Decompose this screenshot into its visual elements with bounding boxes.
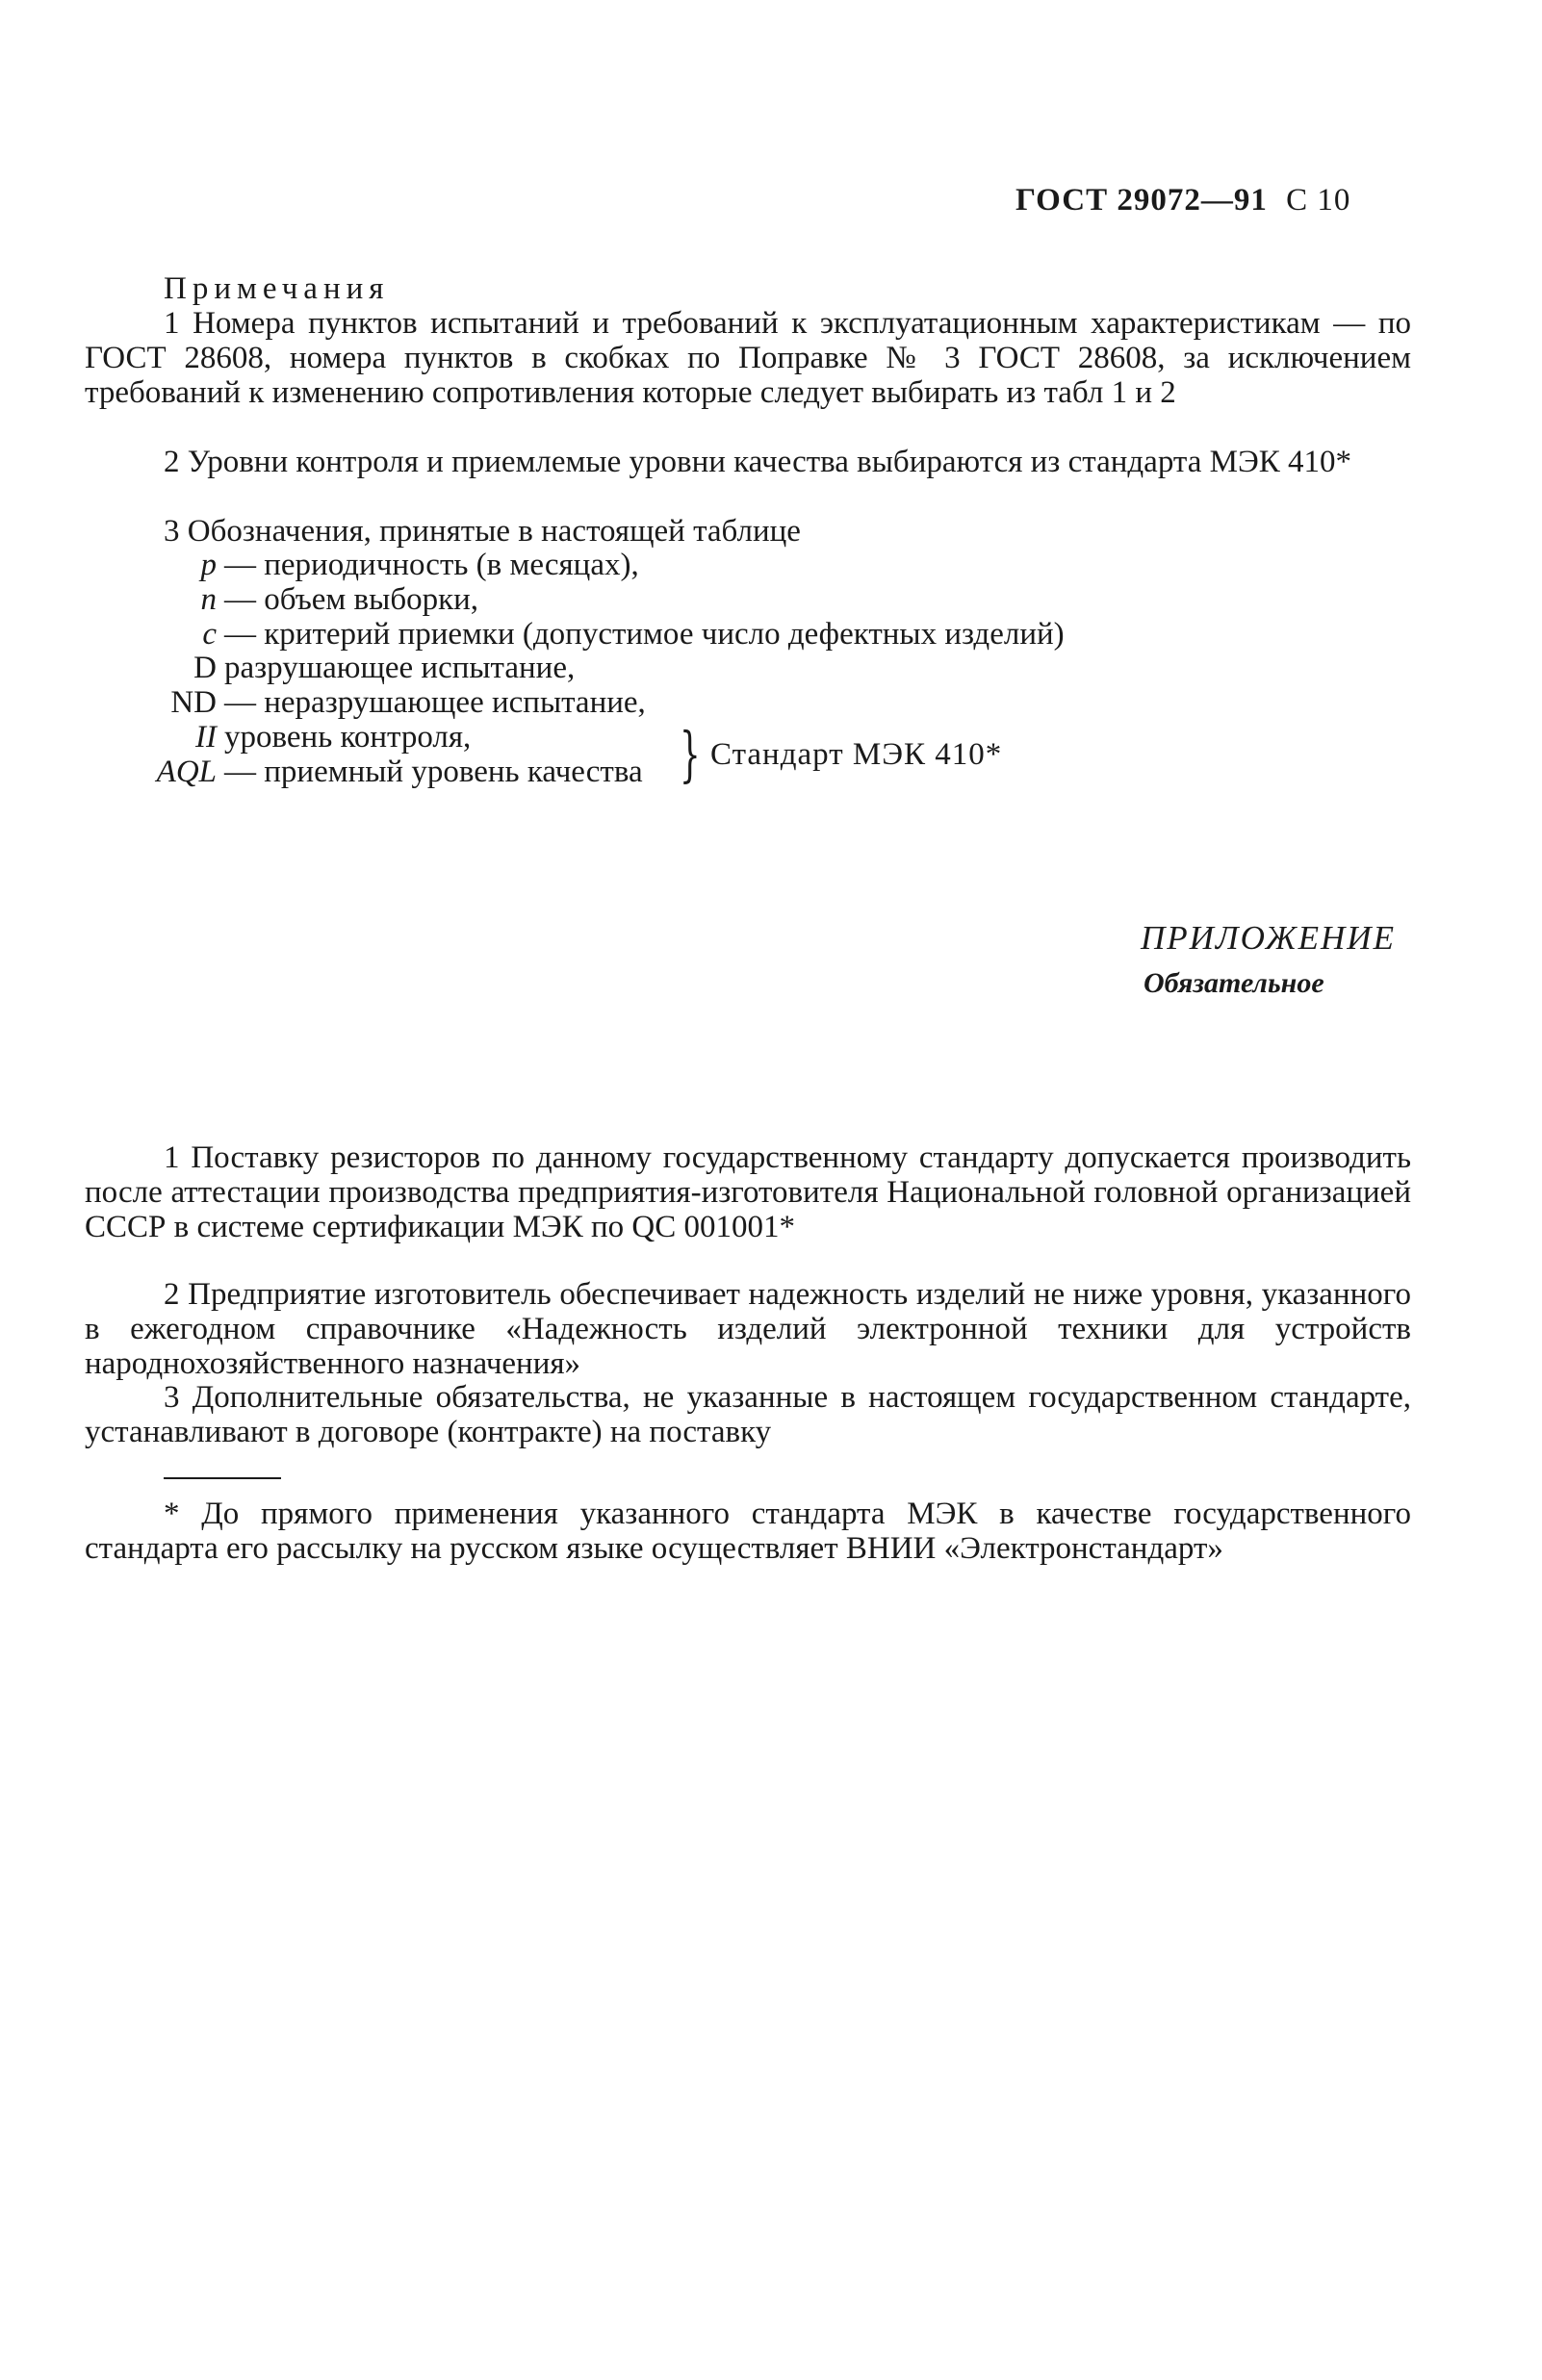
definition-symbol: ND	[170, 685, 217, 721]
definitions-list	[85, 549, 1413, 790]
definition-text: — неразрушающее испытание,	[224, 685, 646, 721]
note-2-text: 2 Уровни контроля и приемлемые уровни качества выбираются из стандарта МЭК 410*	[164, 445, 1351, 479]
note-1-text: 1 Номера пунктов испытаний и требований к эксплуатационным характеристикам — по ГОСТ 28608, номера пунктов в скобках по Поправке № 3 ГОСТ 28608, за исключением требований к изменению сопротивления которые следует выбирать из табл 1 и 2	[85, 306, 1411, 410]
iec-standard-label: Стандарт МЭК 410*	[710, 736, 1003, 772]
definition-symbol: p	[200, 548, 217, 582]
definition-row	[85, 652, 1413, 686]
definition-text: — приемный уровень качества	[224, 754, 643, 789]
page-number: С 10	[1286, 183, 1351, 218]
note-2	[85, 445, 1411, 479]
definition-symbol: AQL	[156, 754, 217, 789]
footnote-text: * До прямого применения указанного стандарта МЭК в качестве государственного стандарта его рассылку на русском языке осуществляет ВНИИ «Электронстандарт»	[85, 1497, 1411, 1566]
appendix-item-1-text: 1 Поставку резисторов по данному государственному стандарту допускается производить после аттестации производства предприятия-изготовителя Национальной головной организацией СССР в системе сертификации МЭК по QC 001001*	[85, 1140, 1411, 1244]
notes-title: Примечания	[164, 271, 390, 306]
iec-standard-group	[85, 718, 1413, 790]
note-1	[85, 306, 1411, 410]
note-3-text: 3 Обозначения, принятые в настоящей таблице	[164, 514, 801, 549]
definition-symbol: II	[195, 719, 217, 755]
footnote	[85, 1497, 1411, 1566]
appendix-item-3	[85, 1380, 1411, 1449]
standard-number: ГОСТ 29072—91	[1015, 183, 1268, 218]
footnote-divider	[164, 1477, 281, 1479]
appendix-item-2-text: 2 Предприятие изготовитель обеспечивает надежность изделий не ниже уровня, указанного в ежегодном справочнике «Надежность изделий электронной техники для устройств народнохозяйственного назначения»	[85, 1277, 1411, 1381]
right-brace-icon: }	[680, 718, 701, 789]
appendix-item-2	[85, 1277, 1411, 1381]
appendix-item-1	[85, 1140, 1411, 1244]
definition-text: — периодичность (в месяцах),	[224, 548, 639, 582]
definition-row	[85, 583, 1413, 618]
definition-row	[85, 618, 1413, 653]
appendix-title: ПРИЛОЖЕНИЕ	[1141, 919, 1396, 957]
note-3	[85, 514, 1411, 549]
definition-text: уровень контроля,	[224, 719, 472, 755]
appendix-subtitle: Обязательное	[1144, 967, 1324, 999]
definition-row	[85, 549, 1413, 583]
definition-text: разрушающее испытание,	[224, 651, 576, 686]
page-header	[1015, 183, 1420, 218]
definition-symbol: n	[200, 581, 217, 617]
appendix-item-3-text: 3 Дополнительные обязательства, не указанные в настоящем государственном стандарте, устанавливают в договоре (контракте) на поставку	[85, 1380, 1411, 1449]
definition-row	[85, 686, 1413, 721]
definition-text: — объем выборки,	[224, 581, 479, 617]
definition-symbol: c	[202, 616, 217, 652]
definition-text: — критерий приемки (допустимое число дефектных изделий)	[224, 616, 1065, 652]
definition-symbol: D	[193, 651, 217, 686]
